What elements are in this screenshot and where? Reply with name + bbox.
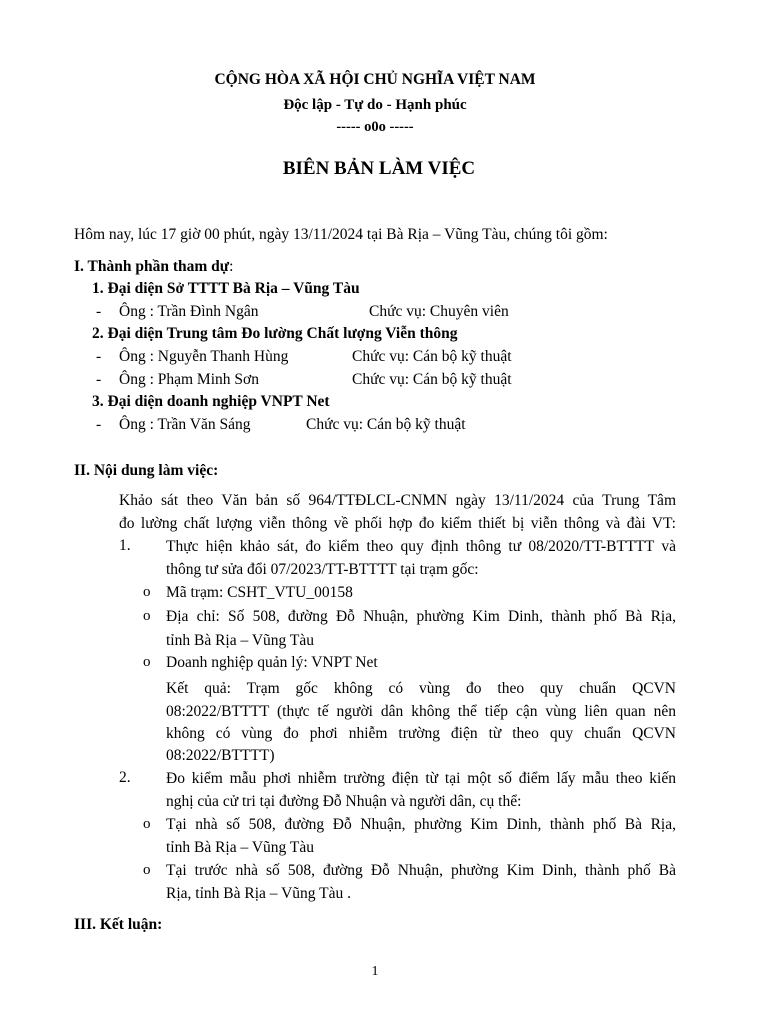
item-2-bullet-1-mark: o [143,816,151,832]
item-1-bullet-3-text: Doanh nghiệp quản lý: VNPT Net [166,654,378,671]
group-2-member-2-name: Ông : Phạm Minh Sơn [119,371,259,388]
item-1-bullet-1-mark: o [143,584,151,600]
section-1-heading-colon: : [229,258,234,275]
item-1-bullet-2-mark: o [143,608,151,624]
group-2-member-2-dash: - [96,371,102,388]
item-2-line-1: Đo kiểm mẫu phơi nhiễm trường điện từ tại một số điểm lấy mẫu theo kiến [166,770,676,787]
item-1-result-line-4: 08:2022/BTTTT) [166,747,275,764]
group-1-label: 1. Đại diện Sở TTTT Bà Rịa – Vũng Tàu [92,280,360,297]
group-1-member-1-dash: - [96,303,102,320]
item-1-result-line-3: không có vùng đo phơi nhiễm trường điện từ theo quy chuẩn QCVN [166,725,676,742]
item-2-bullet-2-mark: o [143,862,151,878]
group-2-label: 2. Đại diện Trung tâm Đo lường Chất lượng Viễn thông [92,325,458,342]
national-title: CỘNG HÒA XÃ HỘI CHỦ NGHĨA VIỆT NAM [214,71,536,88]
intro-paragraph: Hôm nay, lúc 17 giờ 00 phút, ngày 13/11/2024 tại Bà Rịa – Vũng Tàu, chúng tôi gồm: [74,226,608,243]
item-1-bullet-2-line-2: tỉnh Bà Rịa – Vũng Tàu [166,632,314,649]
group-2-member-1-dash: - [96,348,102,365]
item-1-line-1: Thực hiện khảo sát, đo kiểm theo quy định thông tư 08/2020/TT-BTTTT và [166,538,676,555]
group-1-member-1-role: Chức vụ: Chuyên viên [369,303,509,320]
item-1-bullet-3-mark: o [143,654,151,670]
item-2-bullet-1-line-1: Tại nhà số 508, đường Đỗ Nhuận, phường Kim Dinh, thành phố Bà Rịa, [166,816,676,833]
item-1-line-2: thông tư sửa đổi 07/2023/TT-BTTTT tại trạm gốc: [166,561,479,578]
item-1-result-line-1: Kết quả: Trạm gốc không có vùng đo theo quy chuẩn QCVN [166,680,676,697]
page-number: 1 [371,964,379,979]
item-1-result-line-2: 08:2022/BTTTT (thực tế người dân không thể tiếp cận vùng liên quan nên [166,703,676,720]
header-separator: ----- o0o ----- [336,119,414,135]
group-3-member-1-name: Ông : Trần Văn Sáng [119,416,251,433]
item-2-bullet-1-line-2: tỉnh Bà Rịa – Vũng Tàu [166,839,314,856]
section-1-heading-text: I. Thành phần tham dự [74,258,230,275]
section-2-heading: II. Nội dung làm việc: [74,462,219,479]
section-3-heading: III. Kết luận: [74,916,163,933]
group-2-member-2-role: Chức vụ: Cán bộ kỹ thuật [352,371,512,388]
item-2-line-2: nghị của cử tri tại đường Đỗ Nhuận và người dân, cụ thể: [166,793,522,810]
group-2-member-1-role: Chức vụ: Cán bộ kỹ thuật [352,348,512,365]
section-1-heading [74,256,233,278]
section-2-intro-line-1: Khảo sát theo Văn bản số 964/TTĐLCL-CNMN ngày 13/11/2024 của Trung Tâm [119,492,676,509]
group-1-member-1-name: Ông : Trần Đình Ngân [119,303,259,320]
document-title: BIÊN BẢN LÀM VIỆC [282,158,476,179]
national-motto: Độc lập - Tự do - Hạnh phúc [283,97,467,113]
item-1-bullet-2-line-1: Địa chỉ: Số 508, đường Đỗ Nhuận, phường Kim Dinh, thành phố Bà Rịa, [166,608,676,625]
group-2-member-1-name: Ông : Nguyễn Thanh Hùng [119,348,289,365]
section-2-intro-line-2: đo lường chất lượng viễn thông về phối hợp đo kiểm thiết bị viễn thông và đài VT: [119,515,676,532]
item-2-bullet-2-line-1: Tại trước nhà số 508, đường Đỗ Nhuận, phường Kim Dinh, thành phố Bà [166,862,676,879]
group-3-label: 3. Đại diện doanh nghiệp VNPT Net [92,393,330,410]
group-3-member-1-dash: - [96,416,102,433]
item-1-bullet-1-text: Mã trạm: CSHT_VTU_00158 [166,584,353,601]
item-2-bullet-2-line-2: Rịa, tỉnh Bà Rịa – Vũng Tàu . [166,885,351,902]
group-3-member-1-role: Chức vụ: Cán bộ kỹ thuật [306,416,466,433]
item-1-number: 1. [119,537,131,554]
item-2-number: 2. [119,769,131,786]
